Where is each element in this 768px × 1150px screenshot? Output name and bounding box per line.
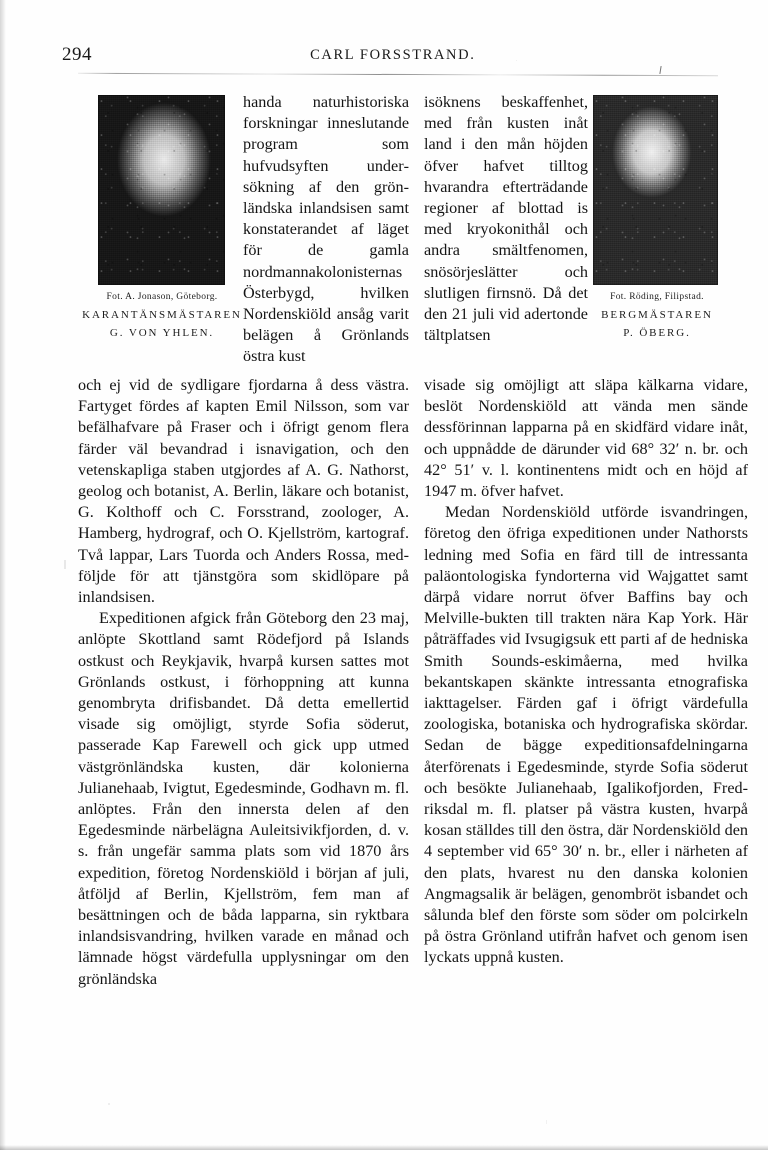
paragraph-left-2: Expeditionen afgick från Göteborg den 23 maj, anlöpte Skottland samt Rödefjord på Islands ostkust och Reykjavik, hvarpå kursen sattes mot Grönlands ostkust, i förhoppning att kunna genombryta drifisbandet. Då detta emellertid visade sig omöjligt, styrde Sofia söderut, passerade Kap Farewell och gick upp utmed västgrönländska kusten, där kolonierna Julianehaab, Ivigtut, Egedesminde, Godhavn m. fl. anlöptes. Från den innersta delen af den Egedesminde närbelägna Auleitsivikfjorden, d. v. s. från ungefär samma plats som vid 1870 års expedition, företog Nordenskiöld i början af juli, åtföljd af Berlin, Kjellström, fem man af besättningen och de båda lapparna, sin ryktbara inlandsisvandring, hvilken varade en månad och lämnade högst värdefulla upplysningar om den grönländska [78, 609, 409, 988]
portrait-frame-left [98, 95, 225, 285]
figure-title-left: KARANTÄNSMÄSTAREN [82, 309, 242, 321]
text-column-left [78, 375, 409, 990]
paragraph-top-right: isöknens beskaffenhet, med från kusten inåt land i den mån höjden öfver hafvet tilltog hvarandra efterträdande regioner af blottad is med kryokonithål och andra smältfenomen, snösörjeslätter och slutligen firnsnö. Då det den 21 juli vid adertonde tältplatsen [424, 93, 588, 345]
scan-edge-shadow-left [0, 0, 6, 1150]
portrait-image-right [593, 95, 718, 285]
scan-blemish [176, 890, 179, 892]
text-column-right [424, 375, 748, 969]
portrait-frame-right [593, 95, 718, 285]
paragraph-right-1: visade sig omöjligt att släpa kälkarna vidare, beslöt Nordenskiöld att vända men sände dessförinnan lapparna på en skidfärd vidare inåt, och uppnådde de därunder vid 68° 32′ n. br. och 42° 51′ v. l. kontinentens midt och en höjd af 1947 m. öfver hafvet. [424, 376, 748, 501]
figure-person-name-right: P. ÖBERG. [623, 327, 691, 339]
photographer-credit-left: Fot. A. Jonason, Göteborg. [106, 292, 218, 302]
figure-title-right: BERGMÄSTAREN [601, 309, 713, 321]
portrait-image-left [98, 95, 225, 285]
figure-person-name-left: G. VON YHLEN. [109, 327, 215, 339]
scan-blemish [516, 60, 517, 61]
text-column-top-right [424, 92, 588, 346]
scan-blemish [64, 560, 66, 569]
paragraph-left-1: och ej vid de sydligare fjordarna å dess västra. Fartyget fördes af kapten Emil Nilsson, som var befälhafvare på Fraser och i öfrigt genom flera färder väl bevandrad i isnavigation, och den vetenskapliga staben utgjordes af A. G. Nathorst, geolog och botanist, A. Berlin, läkare och botanist, G. Kolthoff och C. Forsstrand, zoologer, A. Hamberg, hydrograf, och O. Kjellström, kartograf. Två lappar, Lars Tuorda och Anders Rossa, medföljde för att tjänstgöra som skidlöpare på inlandsisen. [78, 376, 409, 607]
photographer-credit-right: Fot. Röding, Filipstad. [610, 292, 704, 302]
scan-blemish [108, 1103, 110, 1105]
scan-edge-shadow-bottom [0, 1145, 768, 1150]
paragraph-continuation-top-left: handa naturhistoriska forskningar inneslutande program som hufvudsyften undersökning af den grönländska inlandsisen samt konstaterandet af läget för de gamla nordmannakolonisternas Österbygd, hvilken Nordenskiöld ansåg varit belägen å Grönlands östra kust [243, 93, 409, 366]
header-divider-rule [78, 73, 718, 76]
running-head [62, 44, 722, 70]
scan-artifact-tick [659, 66, 661, 74]
paragraph-right-2: Medan Nordenskiöld utförde isvandringen, företog den öfriga expeditionen under Nathorsts ledning med Sofia en färd till de intressanta paläontologiska fyndorterna vid Wajgattet samt därpå vidare norrut öfver Baffins bay och Melville-bukten till trakten nära Kap York. Här påträffades vid Ivsugigsuk ett parti af de hedniska Smith Sounds-eskimåerna, med hvilka bekantskapen skänkte intressanta etnografiska iakttagelser. Färden gaf i öfrigt värdefulla zoologiska, botaniska och hydrografiska skördar. Sedan de bägge expeditionsafdelningarna återförenats i Egedesminde, styrde Sofia söderut och besökte Julianehaab, Igalikofjorden, Fredriksdal m. fl. platser på västra kusten, hvarpå kosan ställdes till den östra, där Nordenskiöld den 4 september vid 65° 30′ n. br., eller i närheten af den plats, hvarest nu den danska kolonien Angmagsalik är belägen, genombröt isbandet och sålunda blef den förste som söder om polcirkeln på östra Grönland utifrån hafvet och genom isen lyckats uppnå kusten. [424, 503, 748, 967]
text-column-top-left [243, 92, 409, 368]
figure-caption-left [70, 292, 254, 339]
running-head-title: CARL FORSSTRAND. [310, 47, 476, 63]
figure-caption-right [565, 292, 749, 339]
page-number: 294 [62, 44, 92, 65]
scan-blemish [546, 1120, 547, 1124]
